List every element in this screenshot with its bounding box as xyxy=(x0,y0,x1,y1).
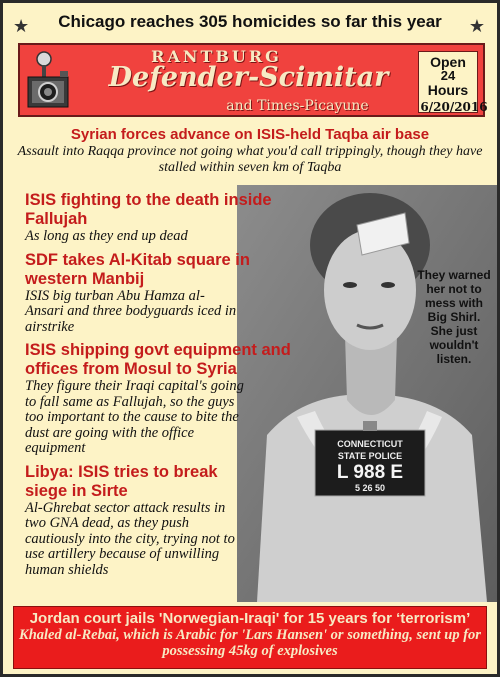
lead-deck: Assault into Raqqa province not going what you'd call trippingly, though they have stalled within seven km of Taqba xyxy=(17,144,483,175)
story-column xyxy=(25,191,305,584)
open-hours-number: 24 xyxy=(440,68,456,83)
banner-headline: Chicago reaches 305 homicides so far this year xyxy=(58,12,442,31)
placard-agency: STATE POLICE xyxy=(337,451,403,461)
story-deck: ISIS big turban Abu Hamza al-Ansari and three bodyguards iced in airstrike xyxy=(25,287,237,335)
bottom-deck: Khaled al-Rebai, which is Arabic for 'Lars Hansen' or something, sent up for possessing 45kg of explosives xyxy=(19,627,481,659)
lead-headline: Syrian forces advance on ISIS-held Taqba air base xyxy=(70,126,430,143)
story-deck: Al-Ghrebat sector attack results in two GNA dead, as they push cautiously into the city, trying not to use artillery because of unwilling human shields xyxy=(25,499,235,578)
placard-date: 5 26 50 xyxy=(354,483,386,493)
masthead-title: Defender-Scimitar xyxy=(108,62,389,93)
placard-number: L 988 E xyxy=(336,462,404,483)
lead-story xyxy=(3,126,497,176)
story-item xyxy=(25,251,305,336)
issue-date: 6/20/2016 xyxy=(420,100,488,114)
story-deck: As long as they end up dead xyxy=(25,228,188,244)
story-headline: ISIS shipping govt equipment and offices from Mosul to Syria xyxy=(25,341,291,378)
bottom-story xyxy=(13,606,487,669)
open-hours-label: Hours xyxy=(427,82,469,98)
star-icon: ★ xyxy=(468,16,485,36)
open-label: Open xyxy=(430,54,466,70)
story-item xyxy=(25,463,305,579)
story-headline: ISIS fighting to the death inside Fallujah xyxy=(25,191,272,228)
masthead-name: RANTBURG xyxy=(151,47,282,66)
story-deck: They figure their Iraqi capital's going to fall same as Fallujah, so the guys too important to the cause to bite the dust are going with the office equipment xyxy=(25,378,244,456)
masthead-subtitle: and Times-Picayune xyxy=(226,98,369,114)
star-icon: ★ xyxy=(13,16,30,36)
story-item xyxy=(25,341,305,457)
photo-caption: They warned her not to mess with Big Shirl. She just wouldn't listen. xyxy=(417,268,491,366)
story-headline: Libya: ISIS tries to break siege in Sirte xyxy=(25,462,218,500)
story-headline: SDF takes Al-Kitab square in western Manbij xyxy=(25,250,250,288)
placard-state: CONNECTICUT xyxy=(337,439,403,449)
story-item xyxy=(25,191,305,245)
bottom-headline: Jordan court jails 'Norwegian-Iraqi' for 15 years for ‘terrorism’ xyxy=(29,610,471,627)
